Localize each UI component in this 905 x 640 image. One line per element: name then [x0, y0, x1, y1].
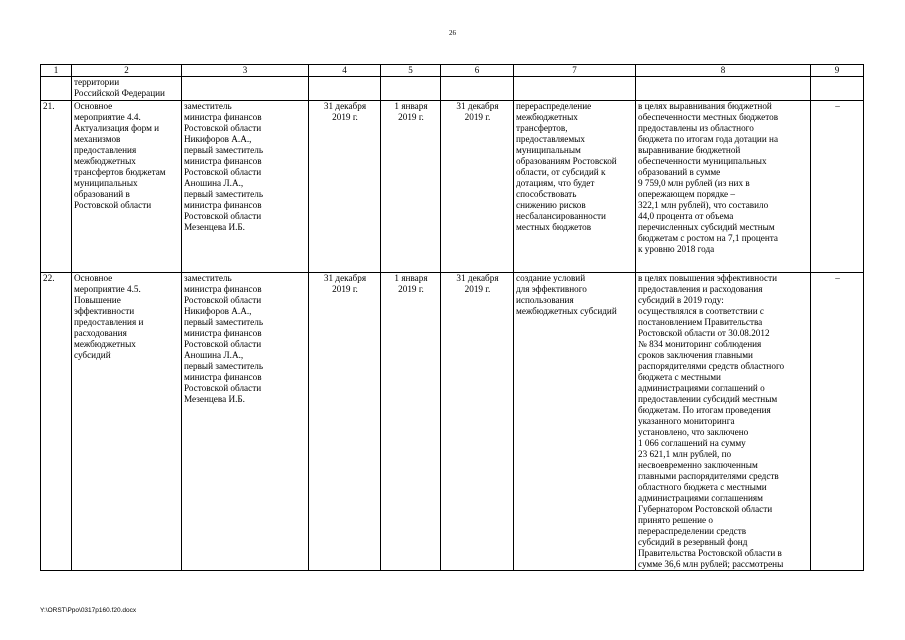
column-number-header-row — [41, 65, 864, 77]
column-number: 4 — [309, 65, 381, 77]
event-cell: территории Российской Федерации — [72, 77, 182, 101]
column-number: 6 — [441, 65, 514, 77]
continuation-row — [41, 77, 864, 101]
start-date-cell: 1 января 2019 г. — [381, 273, 441, 571]
responsible-cell: заместитель министра финансов Ростовской области Никифоров А.А., первый заместитель министра финансов Ростовской области Аношина Л.А., первый заместитель министра финансов Ростовской области Мезенцева И.Б. — [182, 273, 309, 571]
notes-cell: – — [811, 101, 864, 273]
responsible-cell: заместитель министра финансов Ростовской области Никифоров А.А., первый заместитель министра финансов Ростовской области Аношина Л.А., первый заместитель министра финансов Ростовской области Мезенцева И.Б. — [182, 101, 309, 273]
row-number: 21. — [41, 101, 72, 273]
column-number: 8 — [636, 65, 811, 77]
end-date-cell: 31 декабря 2019 г. — [441, 101, 514, 273]
actual-result-cell: в целях повышения эффективности предоставления и расходования субсидий в 2019 году: осуществлялся в соответствии с постановлением Правительства Ростовской области от 30.08.2012 № 834 мониторинг соблюдения сроков заключения главными распорядителями средств областного бюджета с местными администрациями соглашений о предоставлении субсидий местным бюджетам. По итогам проведения указанного мониторинга установлено, что заключено 1 066 соглашений на сумму 23 621,1 млн рублей, по несвоевременно заключенным главными распорядителями средств областного бюджета с местными администрациями соглашениям Губернатором Ростовской области принято решение о перераспределении средств субсидий в резервный фонд Правительства Ростовской области в сумме 36,6 млн рублей; рассмотрены — [636, 273, 811, 571]
expected-result-cell: перераспределение межбюджетных трансфертов, предоставляемых муниципальным образованиям Ростовской области, от субсидий к дотациям, что будет способствовать снижению рисков несбалансированности местных бюджетов — [514, 101, 636, 273]
start-date-cell: 1 января 2019 г. — [381, 101, 441, 273]
report-table — [40, 64, 864, 571]
deadline-cell: 31 декабря 2019 г. — [309, 101, 381, 273]
actual-result-cell: в целях выравнивания бюджетной обеспеченности местных бюджетов предоставлены из областного бюджета по итогам года дотации на выравнивание бюджетной обеспеченности муниципальных образований в сумме 9 759,0 млн рублей (из них в опережающем порядке – 322,1 млн рублей), что составило 44,0 процента от объема перечисленных субсидий местным бюджетам с ростом на 7,1 процента к уровню 2018 года — [636, 101, 811, 273]
column-number: 1 — [41, 65, 72, 77]
column-number: 9 — [811, 65, 864, 77]
file-path-footer: Y:\ORST\Ppo\0317p160.f20.docx — [40, 607, 137, 614]
column-number: 2 — [72, 65, 182, 77]
table-row — [41, 273, 864, 571]
row-number: 22. — [41, 273, 72, 571]
column-number: 5 — [381, 65, 441, 77]
end-date-cell: 31 декабря 2019 г. — [441, 273, 514, 571]
expected-result-cell: создание условий для эффективного использования межбюджетных субсидий — [514, 273, 636, 571]
event-cell: Основное мероприятие 4.4. Актуализация форм и механизмов предоставления межбюджетных трансфертов бюджетам муниципальных образований в Ростовской области — [72, 101, 182, 273]
deadline-cell: 31 декабря 2019 г. — [309, 273, 381, 571]
column-number: 3 — [182, 65, 309, 77]
notes-cell: – — [811, 273, 864, 571]
table-row — [41, 101, 864, 273]
event-cell: Основное мероприятие 4.5. Повышение эффективности предоставления и расходования межбюджетных субсидий — [72, 273, 182, 571]
page-number: 26 — [449, 29, 456, 37]
column-number: 7 — [514, 65, 636, 77]
